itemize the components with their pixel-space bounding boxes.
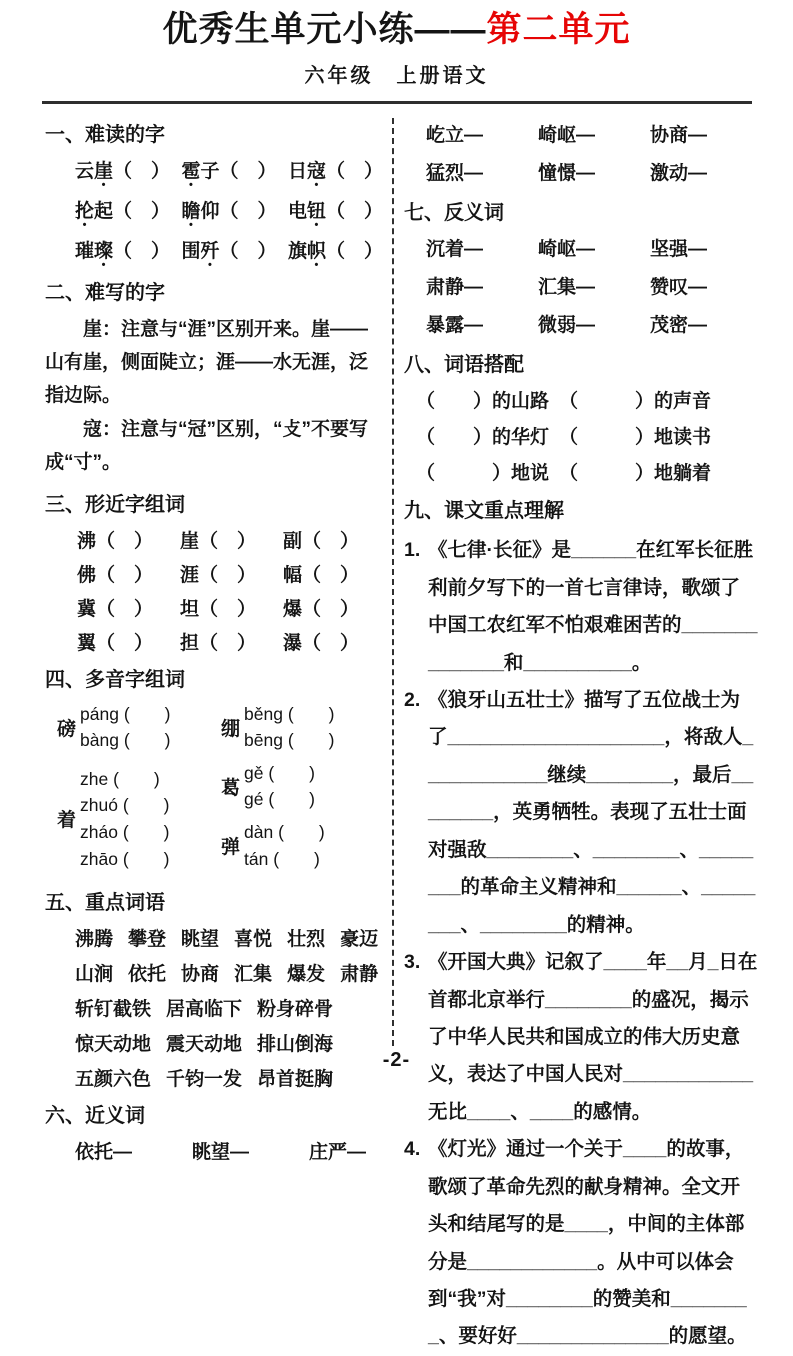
hard-read-row: [45, 196, 385, 223]
collocation-row: [404, 458, 759, 485]
blank-parens: （ ）: [219, 241, 277, 263]
blank-parens: ( ): [123, 703, 171, 724]
hard-read-row: [45, 236, 385, 263]
key-word: 斩钉截铁: [75, 999, 152, 1021]
blank-parens: （ ）: [416, 427, 493, 449]
key-word: 依托: [128, 964, 167, 986]
key-word: 喜悦: [234, 929, 273, 951]
key-word: 惊天动地: [75, 1034, 152, 1056]
section-2-heading: 二、难写的字: [45, 282, 165, 305]
blank-parens: （ ）: [325, 201, 383, 223]
synonym-item: 协商—: [650, 125, 708, 147]
reading-item: zhe ( ): [80, 768, 160, 789]
key-word: 协商: [181, 964, 220, 986]
antonym-item: 微弱—: [538, 315, 596, 337]
section-7-heading: 七、反义词: [404, 202, 504, 225]
blank-parens: （ ）: [96, 564, 154, 586]
key-word: 汇集: [234, 964, 273, 986]
polyphone-group: [221, 760, 385, 813]
key-word: 居高临下: [166, 999, 243, 1021]
polyphone-char: 磅: [57, 718, 77, 740]
antonym-item: 暴露—: [426, 315, 484, 337]
blank-parens: ( ): [273, 848, 320, 869]
hard-write-note: 寇：注意与“冠”区别，“攴”不要写成“寸”。: [45, 419, 369, 473]
char-item: 翼（ ）: [77, 632, 154, 654]
char-item: 担（ ）: [180, 632, 257, 654]
polyphone-column-right: [221, 701, 385, 879]
synonym-item: 崎岖—: [538, 125, 596, 147]
key-word: 粉身碎骨: [257, 999, 334, 1021]
blank-parens: （ ）: [325, 241, 383, 263]
collocation-item: （ ）地说: [416, 463, 550, 485]
key-word: 千钧一发: [166, 1069, 243, 1091]
item-text: 《狼牙山五壮士》描写了五位战士为了____________________，将敌人____________继续________，最后________，英勇牺牲。表现了五壮士面对强敌________、________、________的革命主义精神和______、________、________的精神。: [428, 689, 756, 936]
reading-item: gě ( ): [244, 762, 316, 783]
item-text: 《开国大典》记叙了____年__月_日在首都北京举行________的盛况，揭示了中华人民共和国成立的伟大历史意义，表达了中国人民对____________无比____、____的感情。: [428, 951, 758, 1123]
hard-read-row: [45, 156, 385, 183]
reading-item: zháo ( ): [80, 821, 170, 842]
polyphone-group: [221, 701, 385, 754]
reading-item: bēng ( ): [244, 730, 335, 751]
blank-parens: （ ）: [96, 632, 154, 654]
char-item: 瀑（ ）: [283, 632, 360, 654]
collocation-row: [404, 386, 759, 413]
blank-parens: （ ）: [302, 632, 360, 654]
polyphone-char: 葛: [221, 777, 241, 799]
section-6-heading: 六、近义词: [45, 1105, 145, 1128]
blank-parens: （ ）: [199, 598, 257, 620]
char-item: 冀（ ）: [77, 598, 154, 620]
page-subtitle: 六年级 上册语文: [304, 65, 489, 88]
reading-item: zhuó ( ): [80, 795, 170, 816]
char-item: 幅（ ）: [283, 564, 360, 586]
collocation-item: （ ）的华灯: [416, 427, 550, 449]
section-3-heading: 三、形近字组词: [45, 493, 185, 516]
blank-parens: （ ）: [559, 463, 655, 485]
synonym-row: [404, 158, 759, 185]
collocation-row: [404, 422, 759, 449]
blank-parens: （ ）: [113, 241, 171, 263]
blank-parens: （ ）: [302, 530, 360, 552]
word-item: 日寇（ ）: [287, 161, 383, 183]
char-item: 沸（ ）: [77, 530, 154, 552]
key-word: 震天动地: [166, 1034, 243, 1056]
polyphone-group: [221, 819, 385, 872]
item-text: 《灯光》通过一个关于____的故事，歌颂了革命先烈的献身精神。全文开头和结尾写的是____，中间的主体部分是____________。从中可以体会到“我”对________的赞美和________、要好好______________的愿望。: [428, 1138, 747, 1348]
antonym-item: 茂密—: [650, 315, 708, 337]
blank-parens: （ ）: [113, 161, 171, 183]
polyphone-column-left: [57, 701, 221, 879]
blank-parens: ( ): [268, 789, 316, 810]
antonym-row: [404, 234, 759, 261]
word-item: 抡起（ ）: [75, 201, 171, 223]
blank-parens: ( ): [287, 703, 335, 724]
polyphone-group: [57, 766, 221, 872]
title-red-part: 第二单元: [486, 10, 631, 49]
key-word: 攀登: [128, 929, 167, 951]
blank-parens: （ ）: [559, 391, 655, 413]
blank-parens: （ ）: [302, 564, 360, 586]
char-item: 坦（ ）: [180, 598, 257, 620]
item-number: 2.: [404, 689, 421, 711]
collocation-item: （ ）的山路: [416, 391, 550, 413]
collocation-item: （ ）的声音: [559, 391, 712, 413]
word-item: 云崖（ ）: [75, 161, 171, 183]
blank-parens: （ ）: [416, 463, 512, 485]
reading-item: běng ( ): [244, 703, 335, 724]
item-text: 《七律·长征》是______在红军长征胜利前夕写下的一首七言律诗，歌颂了中国工农红军不怕艰难困苦的______________和__________。: [428, 539, 758, 674]
left-column: [45, 116, 385, 1164]
blank-parens: （ ）: [96, 598, 154, 620]
comprehension-item: [404, 532, 759, 682]
key-words-row: [45, 924, 385, 951]
polyphone-char: 弹: [221, 837, 241, 859]
synonym-item: 憧憬—: [538, 163, 596, 185]
synonym-item: 猛烈—: [426, 163, 484, 185]
word-item: 围歼（ ）: [181, 241, 277, 263]
synonym-row: [45, 1137, 385, 1164]
item-number: 3.: [404, 951, 421, 974]
char-item: 佛（ ）: [77, 564, 154, 586]
similar-char-row: [45, 628, 385, 655]
comprehension-item: [404, 944, 759, 1131]
blank-parens: （ ）: [96, 530, 154, 552]
reading-item: tán ( ): [244, 848, 320, 869]
section-9-heading: 九、课文重点理解: [404, 500, 564, 523]
char-item: 副（ ）: [283, 530, 360, 552]
title-black-part: 优秀生单元小练——: [162, 10, 487, 49]
blank-parens: （ ）: [199, 632, 257, 654]
blank-parens: （ ）: [113, 201, 171, 223]
blank-parens: （ ）: [559, 427, 655, 449]
key-word: 肃静: [340, 964, 379, 986]
polyphone-char: 着: [57, 810, 77, 832]
blank-parens: （ ）: [199, 564, 257, 586]
antonym-item: 肃静—: [426, 277, 484, 299]
antonym-item: 坚强—: [650, 239, 708, 261]
antonym-item: 沉着—: [426, 239, 484, 261]
blank-parens: （ ）: [219, 201, 277, 223]
section-5-heading: 五、重点词语: [45, 892, 165, 915]
header-divider-line: [42, 101, 752, 104]
word-item: 瞻仰（ ）: [181, 201, 277, 223]
blank-parens: （ ）: [199, 530, 257, 552]
synonym-item: 依托—: [75, 1142, 133, 1164]
reading-item: bàng ( ): [80, 730, 171, 751]
synonym-item: 庄严—: [309, 1142, 367, 1164]
item-number: 4.: [404, 1138, 421, 1161]
similar-char-row: [45, 594, 385, 621]
blank-parens: ( ): [123, 730, 171, 751]
right-column: [399, 116, 759, 1348]
similar-char-row: [45, 526, 385, 553]
blank-parens: ( ): [122, 848, 170, 869]
reading-item: dàn ( ): [244, 821, 325, 842]
page-title: [0, 10, 793, 50]
synonym-item: 屹立—: [426, 125, 484, 147]
section-1-heading: 一、难读的字: [45, 124, 165, 147]
key-word: 豪迈: [340, 929, 379, 951]
synonym-item: 激动—: [650, 163, 708, 185]
hard-write-note: 崖：注意与“涯”区别开来。崖——山有崖，侧面陡立；涯——水无涯，泛指边际。: [45, 319, 369, 406]
key-word: 山涧: [75, 964, 114, 986]
collocation-item: （ ）地读书: [559, 427, 712, 449]
word-item: 旗帜（ ）: [287, 241, 383, 263]
blank-parens: ( ): [122, 821, 170, 842]
blank-parens: ( ): [278, 821, 325, 842]
antonym-item: 汇集—: [538, 277, 596, 299]
page-header: [0, 0, 793, 104]
synonym-row: [404, 120, 759, 147]
polyphone-char: 绷: [221, 718, 241, 740]
reading-item: zhāo ( ): [80, 848, 170, 869]
polyphone-group: [57, 701, 221, 754]
key-word: 排山倒海: [257, 1034, 334, 1056]
blank-parens: （ ）: [416, 391, 493, 413]
key-words-row: [45, 959, 385, 986]
blank-parens: ( ): [122, 795, 170, 816]
char-item: 涯（ ）: [180, 564, 257, 586]
comprehension-item: [404, 1131, 759, 1356]
item-number: 1.: [404, 539, 421, 562]
key-word: 沸腾: [75, 929, 114, 951]
char-item: 崖（ ）: [180, 530, 257, 552]
word-item: 电钮（ ）: [287, 201, 383, 223]
char-item: 爆（ ）: [283, 598, 360, 620]
key-word: 眺望: [181, 929, 220, 951]
key-word: 五颜六色: [75, 1069, 152, 1091]
key-word: 爆发: [287, 964, 326, 986]
reading-item: páng ( ): [80, 703, 171, 724]
blank-parens: ( ): [287, 730, 335, 751]
word-item: 雹子（ ）: [181, 161, 277, 183]
page-number: -2-: [382, 1049, 411, 1071]
word-item: 璀璨（ ）: [75, 241, 171, 263]
antonym-row: [404, 272, 759, 299]
antonym-item: 赞叹—: [650, 277, 708, 299]
polyphone-groups: [45, 701, 385, 879]
blank-parens: （ ）: [325, 161, 383, 183]
antonym-row: [404, 310, 759, 337]
collocation-item: （ ）地躺着: [559, 463, 712, 485]
blank-parens: （ ）: [219, 161, 277, 183]
section-8-heading: 八、词语搭配: [404, 354, 524, 377]
antonym-item: 崎岖—: [538, 239, 596, 261]
key-word: 壮烈: [287, 929, 326, 951]
blank-parens: ( ): [268, 762, 316, 783]
key-word: 昂首挺胸: [257, 1069, 334, 1091]
blank-parens: ( ): [113, 768, 160, 789]
similar-char-row: [45, 560, 385, 587]
reading-item: gé ( ): [244, 789, 316, 810]
content-columns: [45, 116, 759, 1348]
section-4-heading: 四、多音字组词: [45, 668, 185, 691]
synonym-item: 眺望—: [192, 1142, 250, 1164]
comprehension-item: [404, 682, 759, 944]
blank-parens: （ ）: [302, 598, 360, 620]
column-divider-dashed: [392, 118, 394, 1046]
key-words-row: [45, 994, 385, 1021]
